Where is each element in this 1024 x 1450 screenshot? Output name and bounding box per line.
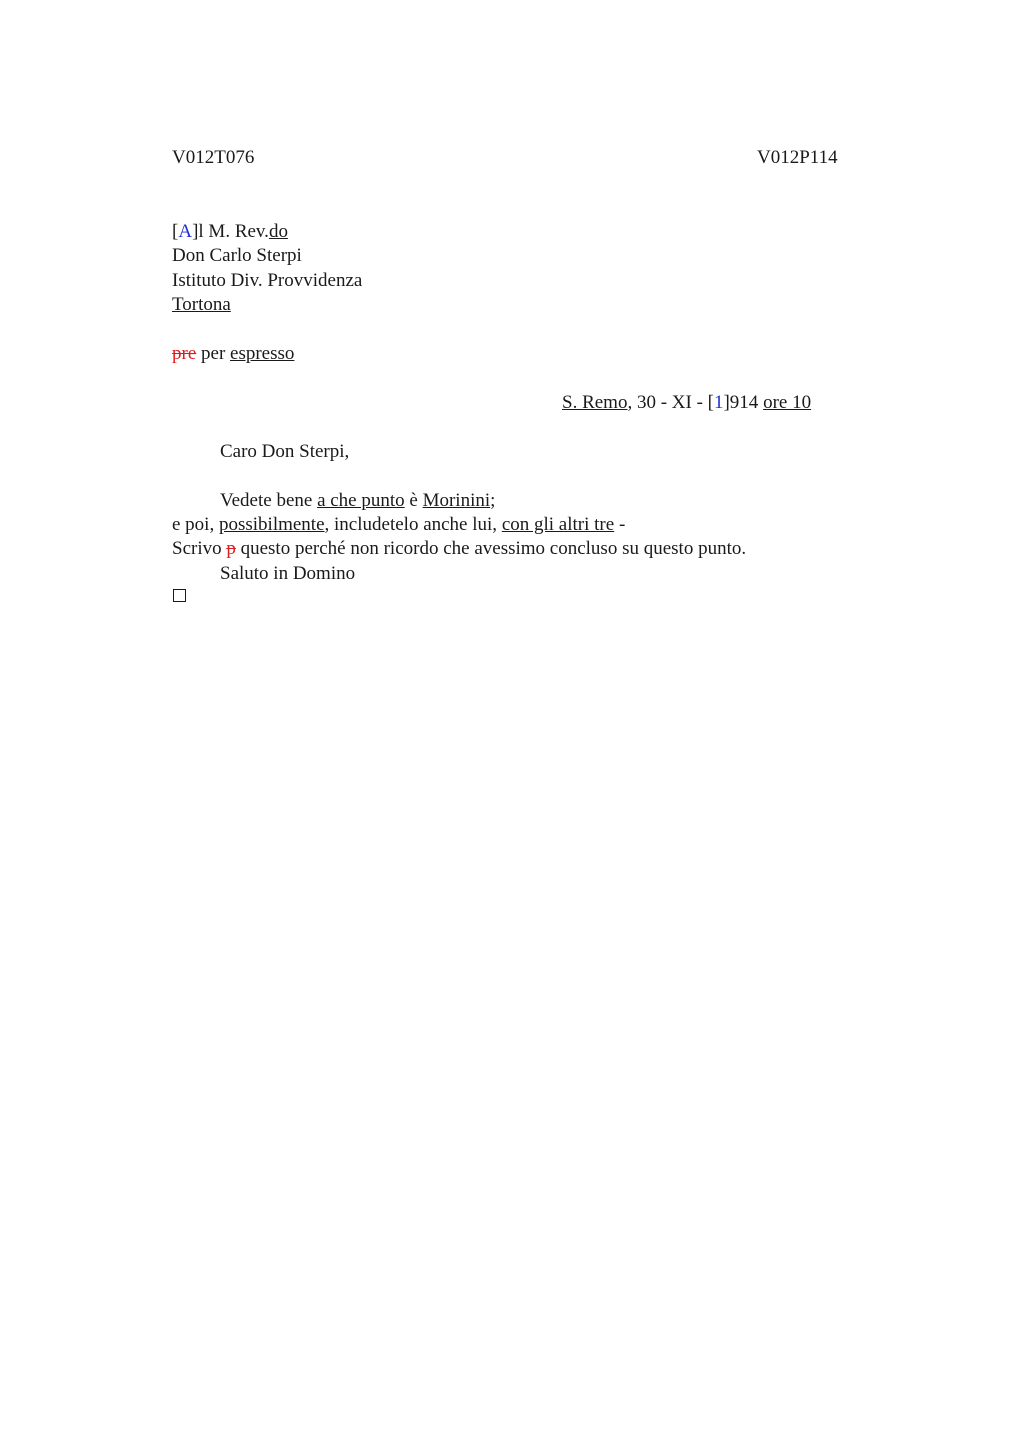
address-title-suffix: do [268, 221, 288, 242]
address-line-3: Istituto Div. Provvidenza [172, 270, 363, 291]
dateline-time: ore 10 [763, 392, 812, 413]
dateline-place: S. Remo [562, 392, 628, 413]
dateline-date: , 30 - XI - [ [627, 392, 714, 413]
body-text: questo perché non ricordo che avessimo concluso su questo punto. [235, 538, 747, 559]
body-line-3 [172, 537, 746, 561]
document-code-left: V012T076 [172, 147, 255, 168]
address-title: l M. Rev. [198, 221, 269, 242]
body-text: ; [490, 490, 496, 511]
delivery-mode: espresso [230, 343, 295, 364]
address-line-2: Don Carlo Sterpi [172, 245, 302, 266]
deleted-text: pre [172, 343, 197, 364]
bracket-open: [ [172, 221, 179, 242]
body-text: e poi, [172, 514, 219, 535]
signature-placeholder-box [173, 589, 186, 602]
salutation: Caro Don Sterpi, [220, 441, 350, 462]
body-underlined: con gli altri tre [501, 514, 615, 535]
body-underlined-name: Morinini [422, 490, 491, 511]
body-text: Scrivo [172, 538, 227, 559]
dateline [562, 391, 811, 415]
body-text: è [404, 490, 423, 511]
deleted-text: p [226, 538, 236, 559]
closing: Saluto in Domino [220, 563, 356, 584]
body-underlined: a che punto [317, 490, 405, 511]
body-line-2 [172, 513, 625, 537]
document-code-right: V012P114 [757, 147, 838, 168]
body-text: - [614, 514, 626, 535]
delivery-text: per [196, 343, 231, 364]
body-text: , includetelo anche lui, [324, 514, 502, 535]
editorial-initial: A [178, 221, 193, 242]
dateline-year: ]914 [723, 392, 764, 413]
bracket-close: ] [192, 221, 199, 242]
body-text: Vedete bene [220, 490, 318, 511]
body-underlined: possibilmente [218, 514, 325, 535]
address-city: Tortona [172, 294, 231, 315]
address-line-1 [172, 220, 288, 244]
body-line-1 [220, 489, 495, 513]
delivery-note [172, 342, 294, 366]
dateline-editorial-digit: 1 [713, 392, 724, 413]
